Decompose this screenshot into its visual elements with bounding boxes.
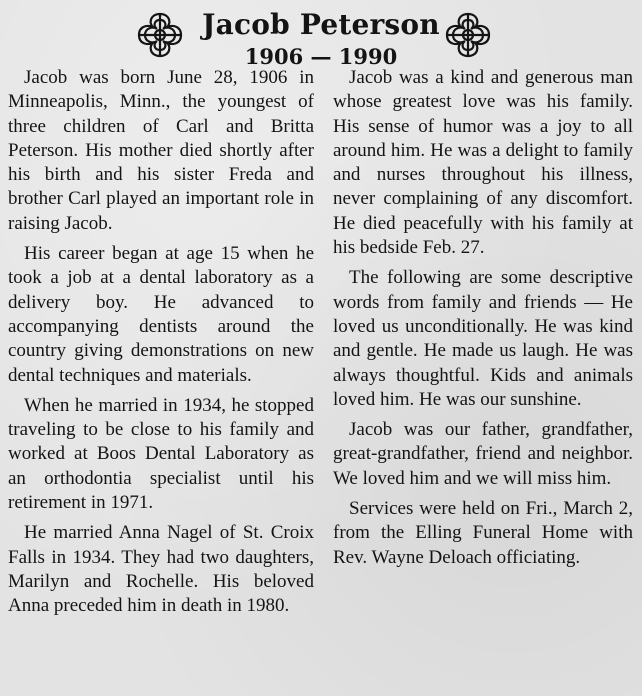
paragraph-character: Jacob was a kind and generous man whose greatest love was his family. His sense of humor was a joy to all around him. He was a delight to family and nurses throughout his illness, never complaining of any discomfort. He died peacefully with his family at his bedside Feb. 27. — [333, 67, 633, 259]
left-column — [8, 66, 314, 625]
paragraph-marriage-work: When he married in 1934, he stopped traveling to be close to his family and worked at Boos Dental Laboratory as an orthodontia specialist until his retirement in 1971. — [8, 394, 314, 514]
celtic-knot-icon — [441, 8, 495, 62]
obituary-name: Jacob Peterson — [202, 8, 440, 41]
paragraph-family: He married Anna Nagel of St. Croix Falls in 1934. They had two daughters, Marilyn and Rochelle. His beloved Anna preceded him in death in 1980. — [8, 522, 314, 617]
paragraph-roles: Jacob was our father, grandfather, great-grandfather, friend and neighbor. We loved him and we will miss him. — [333, 419, 633, 489]
paragraph-tributes: The following are some descriptive words from family and friends — He loved us unconditionally. He was kind and gentle. He made us laugh. He was always thoughtful. Kids and animals loved him. He was our sunshine. — [333, 267, 633, 410]
right-column — [333, 66, 633, 576]
paragraph-career: His career began at age 15 when he took a job at a dental laboratory as a delivery boy. He advanced to accompanying dentists around the country giving demonstrations on new dental techniques and materials. — [8, 243, 314, 386]
obituary-header — [0, 4, 642, 74]
paragraph-birth: Jacob was born June 28, 1906 in Minneapolis, Minn., the youngest of three children of Carl and Britta Peterson. His mother died shortly after his birth and his sister Freda and brother Carl played an important role in raising Jacob. — [8, 67, 314, 234]
obituary-years: 1906 — 1990 — [244, 44, 398, 69]
paragraph-services: Services were held on Fri., March 2, from the Elling Funeral Home with Rev. Wayne Deloach officiating. — [333, 498, 633, 568]
